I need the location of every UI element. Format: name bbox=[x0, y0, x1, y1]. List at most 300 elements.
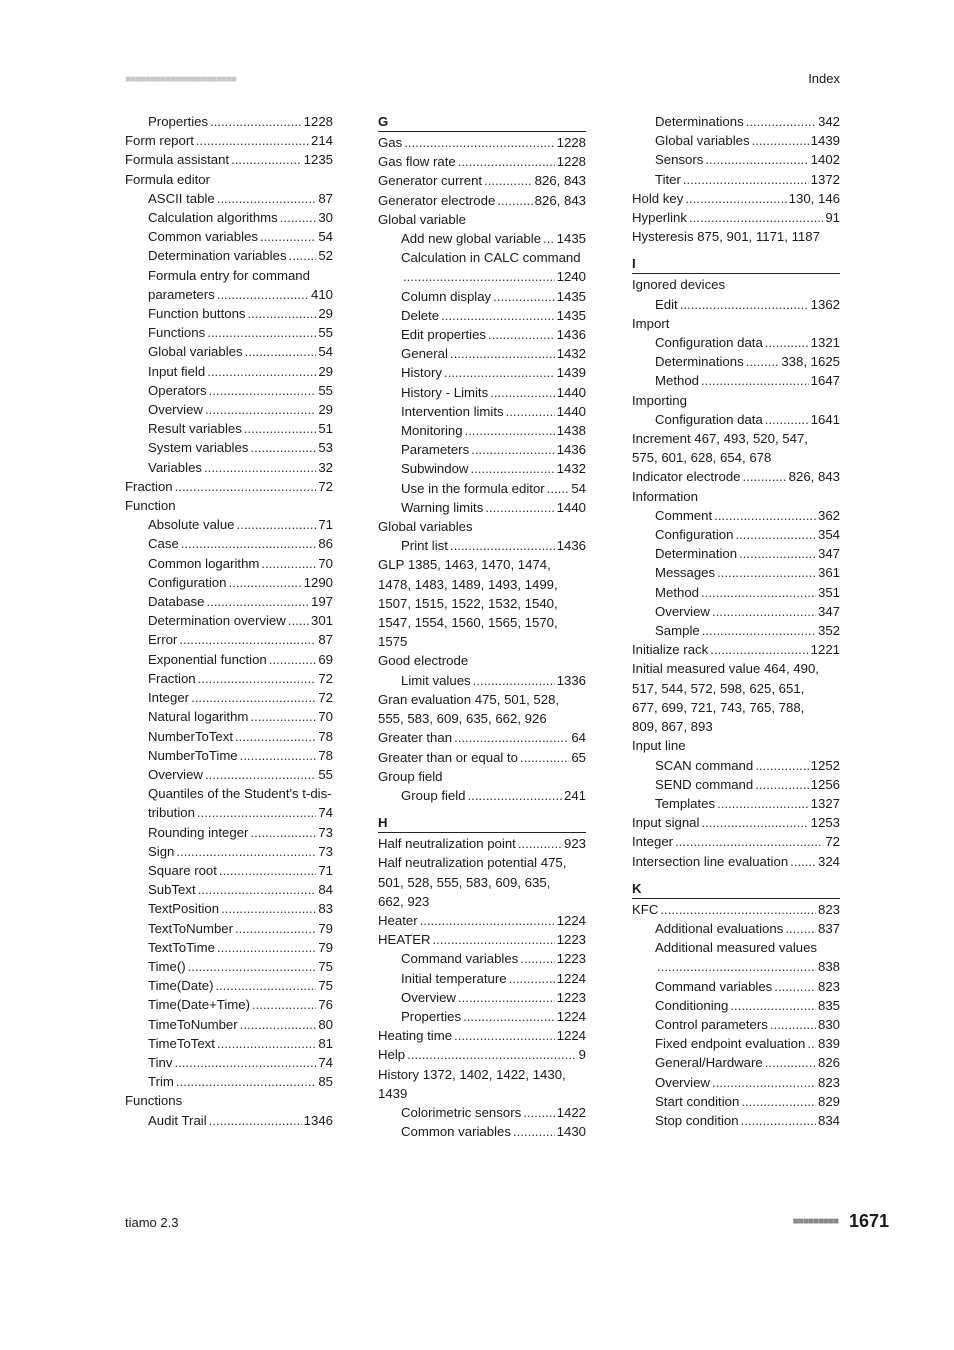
index-term: Sign bbox=[148, 843, 175, 859]
index-entry bbox=[378, 229, 586, 248]
index-entry bbox=[632, 131, 840, 150]
index-page-numbers: 130, 146 bbox=[788, 190, 840, 206]
index-term: SEND command bbox=[655, 776, 754, 792]
index-term: Generator electrode bbox=[378, 192, 496, 208]
dot-leader bbox=[765, 410, 809, 429]
index-term: Overview bbox=[148, 766, 203, 782]
index-entry bbox=[378, 248, 586, 267]
index-page-numbers: 823 bbox=[817, 901, 840, 917]
index-term: Trim bbox=[148, 1074, 174, 1090]
index-page-numbers: 347 bbox=[817, 603, 840, 619]
index-entry bbox=[632, 852, 840, 871]
index-entry bbox=[378, 709, 586, 728]
dot-leader bbox=[520, 949, 554, 968]
index-entry bbox=[378, 325, 586, 344]
dot-leader bbox=[403, 267, 555, 286]
index-entry bbox=[632, 640, 840, 659]
index-term: Use in the formula editor bbox=[401, 480, 545, 496]
index-term: Parameters bbox=[401, 442, 470, 458]
index-term: Ignored devices bbox=[632, 277, 726, 293]
index-entry bbox=[125, 592, 333, 611]
index-term: Determination variables bbox=[148, 248, 287, 264]
dot-leader bbox=[755, 775, 808, 794]
index-page-numbers: 30 bbox=[318, 210, 333, 226]
index-entry bbox=[125, 477, 333, 496]
index-term: SubText bbox=[148, 882, 196, 898]
dot-leader bbox=[250, 707, 316, 726]
index-page-numbers: 72 bbox=[318, 690, 333, 706]
dot-leader bbox=[712, 602, 816, 621]
dot-leader bbox=[217, 189, 317, 208]
index-term: Group field bbox=[401, 787, 466, 803]
dot-leader bbox=[513, 1122, 555, 1141]
index-term: Monitoring bbox=[401, 423, 463, 439]
dot-leader bbox=[197, 803, 316, 822]
index-term: Gran evaluation 475, 501, 528, bbox=[378, 691, 560, 707]
index-entry bbox=[378, 191, 586, 210]
dot-leader bbox=[741, 1092, 816, 1111]
index-entry bbox=[632, 448, 840, 467]
index-term: Heating time bbox=[378, 1028, 453, 1044]
index-entry bbox=[378, 306, 586, 325]
index-page-numbers: 76 bbox=[318, 997, 333, 1013]
index-entry bbox=[125, 842, 333, 861]
index-page-numbers: 826, 843 bbox=[788, 469, 840, 485]
dot-leader bbox=[689, 208, 823, 227]
index-page-numbers: 1435 bbox=[556, 231, 586, 247]
index-entry bbox=[125, 861, 333, 880]
index-term: Help bbox=[378, 1047, 406, 1063]
dot-leader bbox=[228, 573, 301, 592]
dot-leader bbox=[710, 640, 808, 659]
dot-leader bbox=[261, 554, 316, 573]
index-page-numbers: 1224 bbox=[556, 970, 586, 986]
index-term: Information bbox=[632, 488, 698, 504]
index-entry bbox=[632, 506, 840, 525]
index-entry bbox=[632, 919, 840, 938]
index-term: Function bbox=[125, 498, 176, 514]
index-term: NumberToText bbox=[148, 728, 234, 744]
index-entry bbox=[632, 1092, 840, 1111]
index-term: NumberToTime bbox=[148, 747, 238, 763]
dot-leader bbox=[441, 306, 555, 325]
index-entry bbox=[378, 1065, 586, 1084]
index-page-numbers: 74 bbox=[318, 1054, 333, 1070]
index-entry bbox=[125, 400, 333, 419]
index-entry bbox=[632, 295, 840, 314]
index-term: Intervention limits bbox=[401, 403, 504, 419]
index-page-numbers: 823 bbox=[817, 1074, 840, 1090]
index-entry bbox=[378, 873, 586, 892]
dot-leader bbox=[657, 957, 816, 976]
index-page-numbers: 74 bbox=[318, 805, 333, 821]
index-term: TextToTime bbox=[148, 939, 215, 955]
index-term: Half neutralization potential 475, bbox=[378, 855, 567, 871]
index-entry bbox=[125, 707, 333, 726]
dot-leader bbox=[471, 440, 554, 459]
index-entry bbox=[378, 767, 586, 786]
index-entry bbox=[125, 458, 333, 477]
dot-leader bbox=[807, 1034, 816, 1053]
index-entry bbox=[632, 736, 840, 755]
index-page-numbers: 354 bbox=[817, 527, 840, 543]
index-entry bbox=[378, 748, 586, 767]
index-term: GLP 1385, 1463, 1470, 1474, bbox=[378, 557, 551, 573]
dot-leader bbox=[765, 1053, 816, 1072]
dot-leader bbox=[497, 191, 532, 210]
index-page-numbers: 1252 bbox=[810, 757, 840, 773]
index-entry bbox=[378, 651, 586, 670]
index-page-numbers: 32 bbox=[318, 459, 333, 475]
index-entry bbox=[378, 690, 586, 709]
index-term: Sensors bbox=[655, 152, 704, 168]
index-term: General/Hardware bbox=[655, 1055, 763, 1071]
index-term: Formula entry for command bbox=[148, 267, 310, 283]
index-term: Integer bbox=[148, 690, 190, 706]
dot-leader bbox=[509, 969, 555, 988]
dot-leader bbox=[260, 227, 316, 246]
index-entry bbox=[125, 112, 333, 131]
index-entry bbox=[378, 383, 586, 402]
dot-leader bbox=[288, 611, 309, 630]
index-entry bbox=[125, 189, 333, 208]
index-entry bbox=[378, 969, 586, 988]
index-entry bbox=[632, 698, 840, 717]
dot-leader bbox=[210, 112, 302, 131]
dot-leader bbox=[240, 1015, 317, 1034]
index-entry bbox=[378, 479, 586, 498]
index-entry bbox=[125, 784, 333, 803]
index-page-numbers: 54 bbox=[318, 344, 333, 360]
index-page-numbers: 1228 bbox=[556, 135, 586, 150]
index-term: 555, 583, 609, 635, 662, 926 bbox=[378, 711, 547, 727]
index-entry bbox=[378, 892, 586, 911]
index-term: Print list bbox=[401, 538, 448, 554]
index-page-numbers: 1224 bbox=[556, 1008, 586, 1024]
index-entry bbox=[125, 573, 333, 592]
dot-leader bbox=[221, 899, 316, 918]
dot-leader bbox=[175, 477, 317, 496]
index-term: Configuration data bbox=[655, 411, 763, 427]
index-entry bbox=[378, 1084, 586, 1103]
index-term: History - Limits bbox=[401, 384, 489, 400]
index-entry bbox=[632, 525, 840, 544]
index-term: Column display bbox=[401, 288, 492, 304]
index-page-numbers: 1253 bbox=[810, 815, 840, 831]
index-term: Gas flow rate bbox=[378, 154, 456, 170]
index-page-numbers: 64 bbox=[571, 730, 586, 746]
index-entry bbox=[125, 342, 333, 361]
dot-leader bbox=[717, 794, 809, 813]
dot-leader bbox=[450, 536, 555, 555]
index-page-numbers: 1321 bbox=[810, 335, 840, 351]
dot-leader bbox=[473, 671, 555, 690]
index-term: Additional evaluations bbox=[655, 920, 784, 936]
index-page-numbers: 72 bbox=[318, 670, 333, 686]
dot-leader bbox=[702, 621, 816, 640]
index-entry bbox=[632, 563, 840, 582]
dot-leader bbox=[454, 728, 569, 747]
dot-leader bbox=[790, 852, 816, 871]
index-entry bbox=[125, 727, 333, 746]
index-page-numbers: 69 bbox=[318, 651, 333, 667]
index-term: Conditioning bbox=[655, 997, 729, 1013]
index-entry bbox=[125, 246, 333, 265]
index-page-numbers: 838 bbox=[817, 959, 840, 975]
index-entry bbox=[125, 688, 333, 707]
index-page-numbers: 352 bbox=[817, 623, 840, 639]
index-term: Result variables bbox=[148, 421, 242, 437]
index-term: Import bbox=[632, 315, 670, 331]
dot-leader bbox=[217, 285, 309, 304]
index-page-numbers: 1228 bbox=[556, 154, 586, 170]
index-entry bbox=[125, 381, 333, 400]
index-entry bbox=[378, 1103, 586, 1122]
index-page-numbers: 1422 bbox=[556, 1104, 586, 1120]
index-term: Increment 467, 493, 520, 547, bbox=[632, 431, 808, 447]
dot-leader bbox=[506, 402, 555, 421]
index-term: TextToNumber bbox=[148, 920, 234, 936]
index-entry bbox=[632, 112, 840, 131]
dot-leader bbox=[235, 919, 316, 938]
index-entry bbox=[378, 498, 586, 517]
index-entry bbox=[125, 995, 333, 1014]
index-term: 677, 699, 721, 743, 765, 788, bbox=[632, 699, 805, 715]
index-column-3 bbox=[632, 112, 840, 1130]
index-entry bbox=[378, 594, 586, 613]
index-entry bbox=[632, 659, 840, 678]
index-page-numbers: 73 bbox=[318, 843, 333, 859]
index-term: 662, 923 bbox=[378, 893, 430, 909]
index-entry bbox=[632, 756, 840, 775]
index-term: Fraction bbox=[148, 670, 196, 686]
index-term: Operators bbox=[148, 382, 207, 398]
index-entry bbox=[632, 150, 840, 169]
index-page-numbers: 65 bbox=[571, 749, 586, 765]
index-section-heading: G bbox=[378, 112, 586, 132]
dot-leader bbox=[217, 1034, 316, 1053]
index-term: Heater bbox=[378, 912, 418, 928]
index-term: Integer bbox=[632, 834, 674, 850]
index-entry bbox=[125, 208, 333, 227]
index-term: Initialize rack bbox=[632, 642, 709, 658]
index-term: Time(Date+Time) bbox=[148, 997, 250, 1013]
dot-leader bbox=[785, 919, 816, 938]
index-page-numbers: 1402 bbox=[810, 152, 840, 168]
index-term: Determination overview bbox=[148, 613, 286, 629]
index-term: Case bbox=[148, 536, 179, 552]
index-entry bbox=[125, 496, 333, 515]
dot-leader bbox=[730, 996, 816, 1015]
dot-leader bbox=[407, 1045, 577, 1064]
dot-leader bbox=[523, 1103, 554, 1122]
dot-leader bbox=[680, 295, 809, 314]
index-term: 1575 bbox=[378, 634, 408, 650]
index-entry bbox=[632, 621, 840, 640]
index-term: Subwindow bbox=[401, 461, 469, 477]
index-term: Method bbox=[655, 584, 699, 600]
index-page-numbers: 1221 bbox=[810, 642, 840, 658]
index-entry bbox=[125, 170, 333, 189]
index-term: Gas bbox=[378, 135, 403, 150]
index-entry bbox=[378, 344, 586, 363]
dot-leader bbox=[774, 977, 816, 996]
index-entry bbox=[378, 632, 586, 651]
index-term: Quantiles of the Student's t-dis- bbox=[148, 786, 332, 802]
dot-leader bbox=[765, 333, 809, 352]
index-term: 501, 528, 555, 583, 609, 635, bbox=[378, 874, 551, 890]
index-page-numbers: 351 bbox=[817, 584, 840, 600]
index-page-numbers: 70 bbox=[318, 555, 333, 571]
index-term: Greater than or equal to bbox=[378, 749, 519, 765]
dot-leader bbox=[240, 746, 317, 765]
index-entry bbox=[125, 1053, 333, 1072]
index-entry bbox=[378, 853, 586, 872]
index-page-numbers: 826 bbox=[817, 1055, 840, 1071]
index-entry bbox=[632, 275, 840, 294]
index-term: Command variables bbox=[401, 951, 519, 967]
index-entry bbox=[632, 977, 840, 996]
index-page-numbers: 55 bbox=[318, 325, 333, 341]
index-page-numbers: 214 bbox=[310, 133, 333, 149]
dot-leader bbox=[248, 304, 317, 323]
index-entry bbox=[378, 287, 586, 306]
index-term: 575, 601, 628, 654, 678 bbox=[632, 450, 772, 466]
index-entry bbox=[632, 717, 840, 736]
index-entry bbox=[125, 899, 333, 918]
dot-leader bbox=[209, 1111, 302, 1130]
index-page-numbers: 834 bbox=[817, 1112, 840, 1128]
index-entry bbox=[632, 583, 840, 602]
index-entry bbox=[125, 1111, 333, 1130]
index-entry bbox=[378, 555, 586, 574]
index-entry bbox=[125, 266, 333, 285]
dot-leader bbox=[444, 363, 555, 382]
index-entry bbox=[378, 402, 586, 421]
index-page-numbers: 1440 bbox=[556, 403, 586, 419]
index-term: KFC bbox=[632, 901, 659, 917]
index-entry bbox=[632, 900, 840, 919]
index-term: Sample bbox=[655, 623, 700, 639]
index-entry bbox=[378, 421, 586, 440]
index-term: 1478, 1483, 1489, 1493, 1499, bbox=[378, 576, 558, 592]
index-page-numbers: 84 bbox=[318, 882, 333, 898]
index-term: Error bbox=[148, 632, 178, 648]
index-term: Configuration bbox=[655, 527, 734, 543]
index-page-numbers: 1432 bbox=[556, 346, 586, 362]
dot-leader bbox=[215, 976, 316, 995]
index-entry bbox=[125, 554, 333, 573]
index-section-heading: I bbox=[632, 254, 840, 274]
dot-leader bbox=[269, 650, 317, 669]
index-entry bbox=[632, 957, 840, 976]
index-page-numbers: 1372 bbox=[810, 171, 840, 187]
index-term: Form report bbox=[125, 133, 194, 149]
dot-leader bbox=[714, 506, 816, 525]
index-term: Intersection line evaluation bbox=[632, 853, 789, 869]
index-term: Tinv bbox=[148, 1054, 173, 1070]
index-page-numbers: 361 bbox=[817, 565, 840, 581]
index-page-numbers: 72 bbox=[318, 478, 333, 494]
index-entry bbox=[378, 575, 586, 594]
index-term: Edit bbox=[655, 296, 678, 312]
dot-leader bbox=[209, 381, 317, 400]
dot-leader bbox=[458, 988, 555, 1007]
index-term: Importing bbox=[632, 392, 687, 408]
index-term: TimeToNumber bbox=[148, 1016, 238, 1032]
index-page-numbers: 1438 bbox=[556, 423, 586, 439]
index-term: Good electrode bbox=[378, 653, 469, 669]
index-page-numbers: 54 bbox=[571, 480, 586, 496]
dot-leader bbox=[675, 832, 823, 851]
index-entry bbox=[632, 544, 840, 563]
index-entry bbox=[632, 775, 840, 794]
dot-leader bbox=[488, 325, 555, 344]
index-term: Common variables bbox=[401, 1124, 511, 1140]
index-page-numbers: 1440 bbox=[556, 384, 586, 400]
index-term: Overview bbox=[655, 603, 710, 619]
index-entry bbox=[125, 880, 333, 899]
index-term: Audit Trail bbox=[148, 1112, 207, 1128]
index-term: Function buttons bbox=[148, 306, 246, 322]
dot-leader bbox=[245, 342, 317, 361]
index-term: Global variables bbox=[378, 519, 473, 535]
index-page-numbers: 75 bbox=[318, 978, 333, 994]
index-page-numbers: 79 bbox=[318, 920, 333, 936]
index-term: Configuration bbox=[148, 574, 227, 590]
dot-leader bbox=[705, 150, 808, 169]
index-entry bbox=[125, 515, 333, 534]
index-page-numbers: 837 bbox=[817, 920, 840, 936]
index-entry bbox=[125, 611, 333, 630]
index-page-numbers: 241 bbox=[563, 787, 586, 803]
index-entry bbox=[125, 227, 333, 246]
index-entry bbox=[378, 1045, 586, 1064]
index-term: General bbox=[401, 346, 448, 362]
dot-leader bbox=[465, 421, 555, 440]
index-term: Command variables bbox=[655, 978, 773, 994]
index-page-numbers: 1641 bbox=[810, 411, 840, 427]
index-entry bbox=[632, 333, 840, 352]
index-term: Stop condition bbox=[655, 1112, 739, 1128]
dot-leader bbox=[701, 371, 809, 390]
dot-leader bbox=[490, 383, 554, 402]
index-entry bbox=[125, 285, 333, 304]
index-term: Edit properties bbox=[401, 327, 487, 343]
index-page-numbers: 1436 bbox=[556, 327, 586, 343]
dot-leader bbox=[205, 765, 316, 784]
index-term: Overview bbox=[148, 402, 203, 418]
index-page-numbers: 1223 bbox=[556, 989, 586, 1005]
index-term: Greater than bbox=[378, 730, 453, 746]
dot-leader bbox=[717, 563, 816, 582]
dot-leader bbox=[196, 131, 309, 150]
index-term: Warning limits bbox=[401, 499, 484, 515]
index-entry bbox=[125, 304, 333, 323]
index-entry bbox=[378, 1026, 586, 1045]
index-term: Fraction bbox=[125, 478, 173, 494]
dot-leader bbox=[219, 861, 316, 880]
index-entry bbox=[125, 1091, 333, 1110]
dot-leader bbox=[746, 352, 780, 371]
index-entry bbox=[378, 834, 586, 853]
index-page-numbers: 1440 bbox=[556, 499, 586, 515]
index-entry bbox=[632, 371, 840, 390]
index-page-numbers: 54 bbox=[318, 229, 333, 245]
index-entry bbox=[632, 996, 840, 1015]
index-term: parameters bbox=[148, 286, 215, 302]
page-number: 1671 bbox=[848, 1211, 889, 1231]
